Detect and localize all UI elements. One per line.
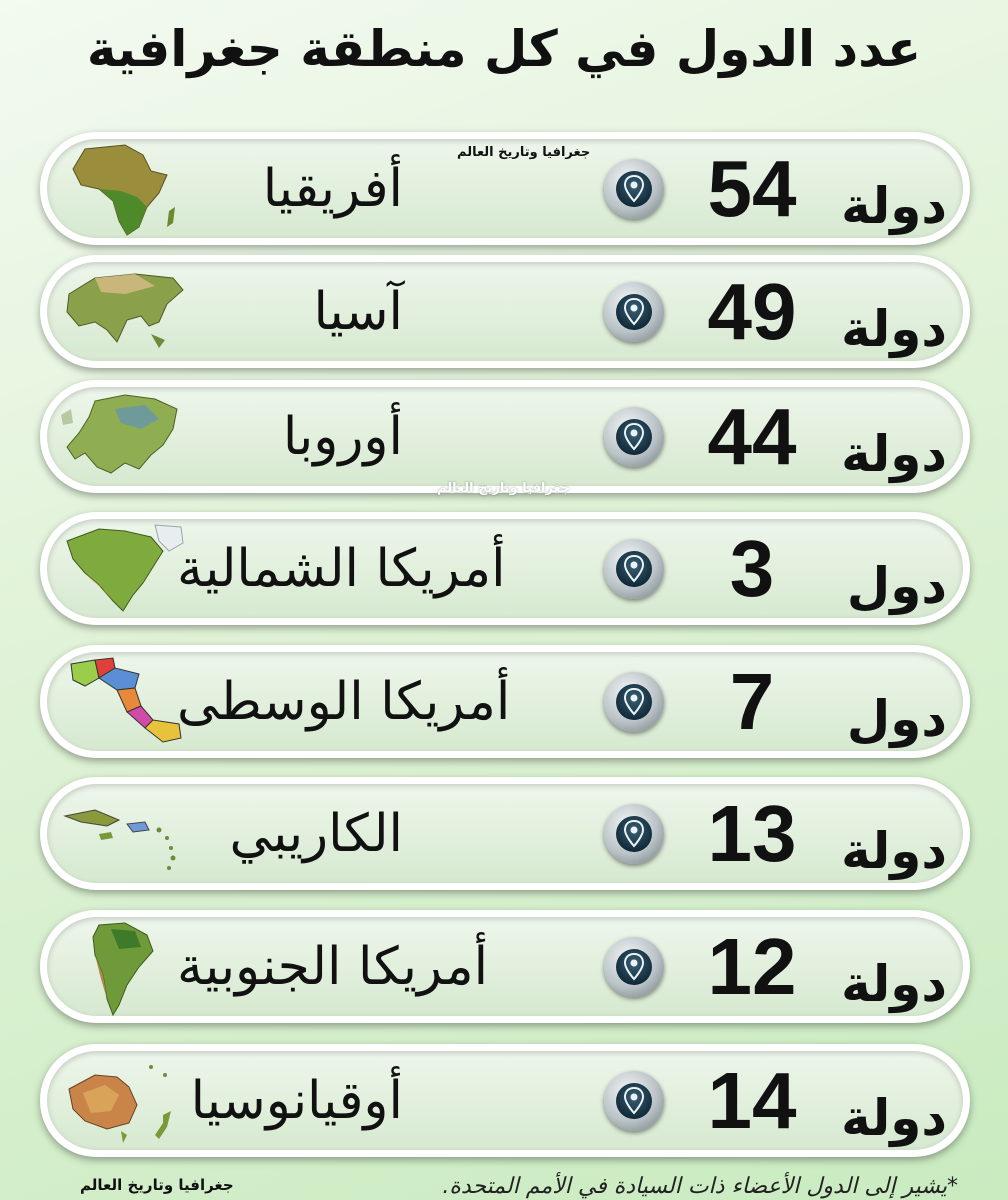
asia-map-icon xyxy=(55,264,185,360)
south-america-map-icon xyxy=(55,919,185,1015)
watermark-text: جغرافيا وتاريخ العالم xyxy=(457,145,591,160)
location-pin-icon xyxy=(604,159,664,219)
footer-watermark: جغرافيا وتاريخ العالم xyxy=(80,1176,234,1194)
country-count: 3 xyxy=(729,523,775,613)
region-name: أمريكا الوسطى xyxy=(177,671,511,732)
count-unit: دولة xyxy=(841,425,947,483)
country-count: 54 xyxy=(707,143,797,233)
country-count: 12 xyxy=(707,921,797,1011)
region-row-south-america xyxy=(40,910,970,1023)
location-pin-icon xyxy=(604,282,664,342)
africa-map-icon xyxy=(55,141,185,237)
region-name: أوروبا xyxy=(282,406,403,467)
count-unit: دولة xyxy=(841,822,947,880)
region-name: أوقيانوسيا xyxy=(190,1070,403,1131)
country-count: 44 xyxy=(707,391,797,481)
region-row-north-america xyxy=(40,512,970,625)
region-name: أمريكا الجنوبية xyxy=(177,936,489,997)
country-count: 13 xyxy=(707,788,797,878)
caribbean-map-icon xyxy=(55,786,185,882)
watermark-text: جغرافيا وتاريخ العالم xyxy=(437,481,571,496)
count-unit: دولة xyxy=(841,955,947,1013)
count-unit: دولة xyxy=(841,1089,947,1147)
location-pin-icon xyxy=(604,672,664,732)
footnote: *يشير إلى الدول الأعضاء ذات السيادة في الأمم المتحدة. xyxy=(442,1174,958,1199)
location-pin-icon xyxy=(604,804,664,864)
north-america-map-icon xyxy=(55,521,185,617)
count-unit: دولة xyxy=(841,300,947,358)
region-row-asia xyxy=(40,255,970,368)
region-row-oceania xyxy=(40,1044,970,1157)
region-row-africa xyxy=(40,132,970,245)
page-title: عدد الدول في كل منطقة جغرافية xyxy=(86,20,922,78)
count-unit: دول xyxy=(846,557,947,615)
region-row-central-america xyxy=(40,645,970,758)
country-count: 14 xyxy=(707,1055,797,1145)
country-count: 49 xyxy=(707,266,797,356)
location-pin-icon xyxy=(604,1071,664,1131)
europe-map-icon xyxy=(55,389,185,485)
count-unit: دولة xyxy=(841,177,947,235)
oceania-map-icon xyxy=(55,1053,185,1149)
location-pin-icon xyxy=(604,937,664,997)
region-name: أمريكا الشمالية xyxy=(177,538,506,599)
region-name: آسيا xyxy=(313,281,403,342)
count-unit: دول xyxy=(846,690,947,748)
region-row-europe xyxy=(40,380,970,496)
region-name: الكاريبي xyxy=(229,803,403,864)
region-row-caribbean xyxy=(40,777,970,890)
country-count: 7 xyxy=(729,656,775,746)
location-pin-icon xyxy=(604,539,664,599)
central-america-map-icon xyxy=(55,654,185,750)
region-name: أفريقيا xyxy=(262,158,403,219)
location-pin-icon xyxy=(604,407,664,467)
